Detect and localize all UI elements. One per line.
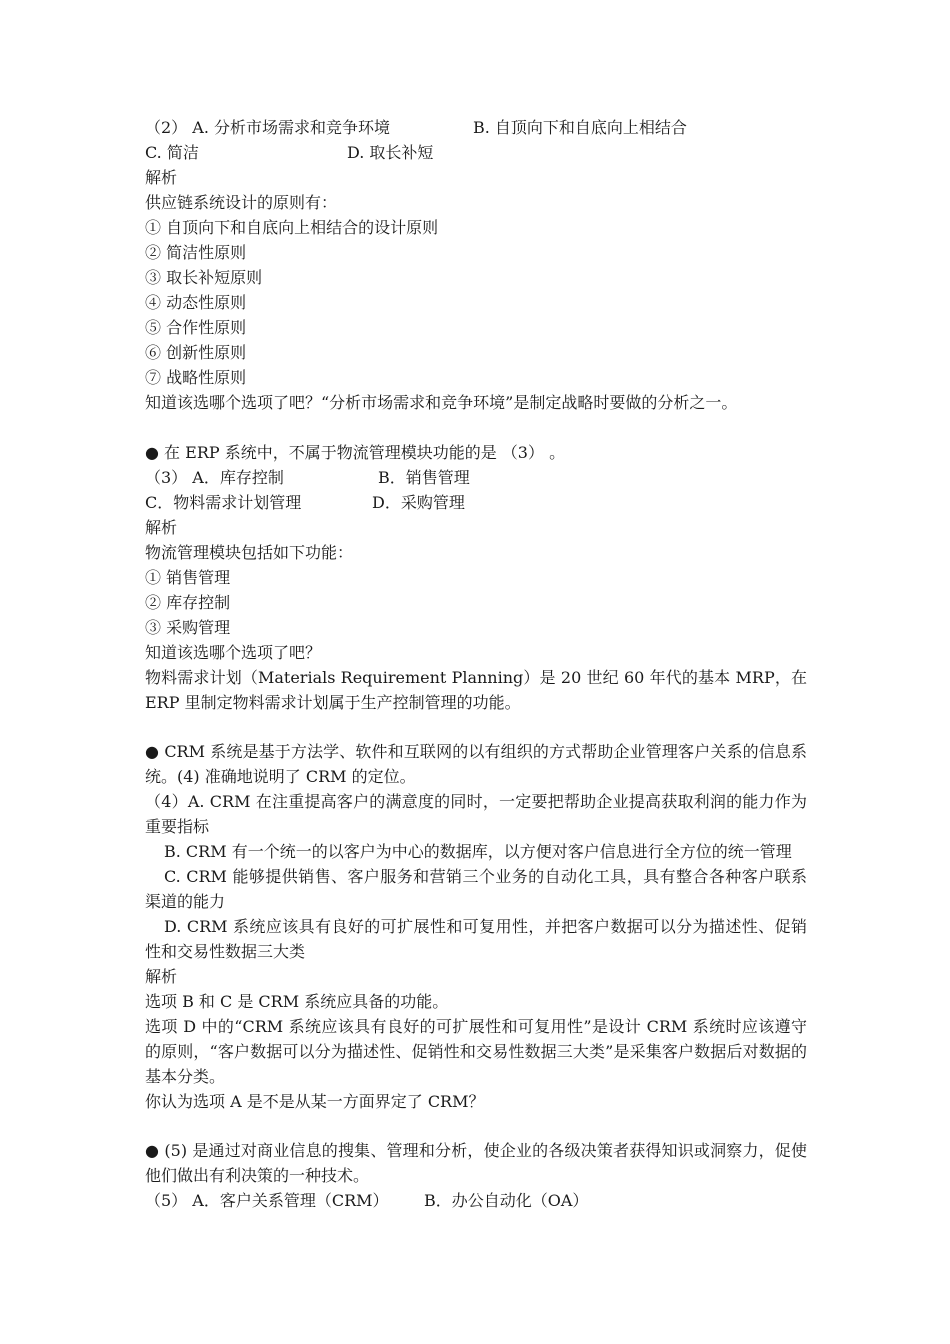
q4-note-bc: 选项 B 和 C 是 CRM 系统应具备的功能。 xyxy=(145,992,449,1011)
q3-option-a: （3） A．库存控制 xyxy=(145,468,284,487)
q2-principle: ⑥ 创新性原则 xyxy=(145,343,247,362)
q3-analysis-label: 解析 xyxy=(145,518,178,537)
q4-question-back: 你认为选项 A 是不是从某一方面界定了 CRM？ xyxy=(145,1092,485,1111)
q2-principle: ③ 取长补短原则 xyxy=(145,268,263,287)
q2-principle: ⑤ 合作性原则 xyxy=(145,318,247,337)
q5-question: ● (5) 是通过对商业信息的搜集、管理和分析，使企业的各级决策者获得知识或洞察力，促使他们做出有利决策的一种技术。 xyxy=(145,1141,807,1185)
q4-option-b: B. CRM 有一个统一的以客户为中心的数据库，以方便对客户信息进行全方位的统一管理 xyxy=(164,842,792,861)
q5-option-b: B．办公自动化（OA） xyxy=(424,1191,589,1210)
q2-conclusion: 知道该选哪个选项了吧？“分析市场需求和竞争环境”是制定战略时要做的分析之一。 xyxy=(145,393,738,412)
q3-option-b: B．销售管理 xyxy=(378,468,470,487)
q3-question: ● 在 ERP 系统中，不属于物流管理模块功能的是 （3） 。 xyxy=(145,443,566,462)
q4-analysis-label: 解析 xyxy=(145,967,178,986)
q3-analysis-intro: 物流管理模块包括如下功能： xyxy=(145,543,354,562)
q2-principle: ⑦ 战略性原则 xyxy=(145,368,247,387)
q4-note-d: 选项 D 中的“CRM 系统应该具有良好的可扩展性和可复用性”是设计 CRM 系统时应该遵守的原则，“客户数据可以分为描述性、促销性和交易性数据三大类”是采集客户数据后对数据的基本分类。 xyxy=(145,1017,807,1086)
q3-option-d: D．采购管理 xyxy=(372,493,465,512)
q2-principle: ④ 动态性原则 xyxy=(145,293,247,312)
q4-option-d: D. CRM 系统应该具有良好的可扩展性和可复用性，并把客户数据可以分为描述性、促销性和交易性数据三大类 xyxy=(145,917,807,961)
q4-option-c: C. CRM 能够提供销售、客户服务和营销三个业务的自动化工具，具有整合各种客户联系渠道的能力 xyxy=(145,867,807,911)
q5-option-a: （5） A．客户关系管理（CRM） xyxy=(145,1191,389,1210)
q3-explanation: 物料需求计划（Materials Requirement Planning）是 20 世纪 60 年代的基本 MRP，在 ERP 里制定物料需求计划属于生产控制管理的功能。 xyxy=(145,668,807,712)
q3-function: ② 库存控制 xyxy=(145,593,231,612)
q3-option-c: C．物料需求计划管理 xyxy=(145,493,302,512)
q4-question: ● CRM 系统是基于方法学、软件和互联网的以有组织的方式帮助企业管理客户关系的信息系统。(4) 准确地说明了 CRM 的定位。 xyxy=(145,742,807,786)
q2-analysis-intro: 供应链系统设计的原则有： xyxy=(145,193,338,212)
q2-principle: ① 自顶向下和自底向上相结合的设计原则 xyxy=(145,218,439,237)
q3-conclusion: 知道该选哪个选项了吧？ xyxy=(145,643,322,662)
q4-option-a: （4）A. CRM 在注重提高客户的满意度的同时，一定要把帮助企业提高获取利润的能力作为重要指标 xyxy=(145,792,807,836)
q2-option-b: B. 自顶向下和自底向上相结合 xyxy=(473,118,687,137)
q2-analysis-label: 解析 xyxy=(145,168,178,187)
q3-function: ① 销售管理 xyxy=(145,568,231,587)
q3-function: ③ 采购管理 xyxy=(145,618,231,637)
q2-option-a: （2） A. 分析市场需求和竞争环境 xyxy=(145,118,390,137)
q2-option-c: C. 简洁 xyxy=(145,143,199,162)
q2-option-d: D. 取长补短 xyxy=(347,143,434,162)
q2-principle: ② 简洁性原则 xyxy=(145,243,247,262)
